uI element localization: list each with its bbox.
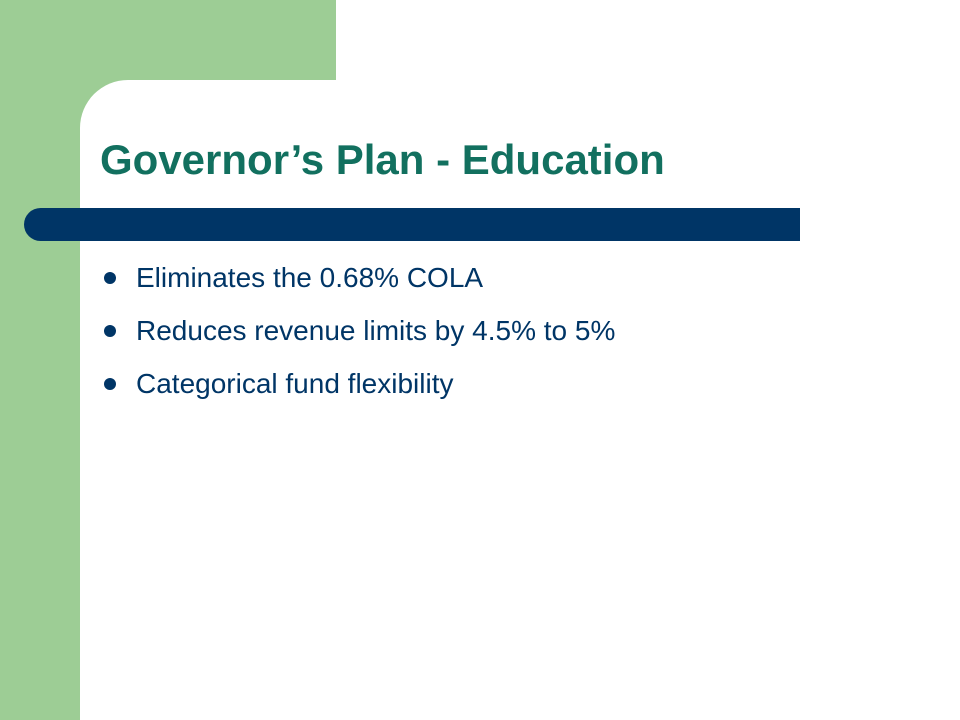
bullet-dot-icon (104, 272, 116, 284)
bullet-text: Categorical fund flexibility (136, 368, 454, 399)
bullet-item (104, 362, 615, 415)
bullet-text: Eliminates the 0.68% COLA (136, 262, 484, 293)
slide-title: Governor’s Plan - Education (100, 136, 665, 183)
bullet-dot-icon (104, 325, 116, 337)
bullet-list (104, 256, 615, 415)
title-divider-bar (24, 208, 800, 241)
bullet-item (104, 256, 615, 309)
bullet-text: Reduces revenue limits by 4.5% to 5% (136, 315, 616, 346)
bullet-item (104, 309, 615, 362)
bullet-dot-icon (104, 378, 116, 390)
